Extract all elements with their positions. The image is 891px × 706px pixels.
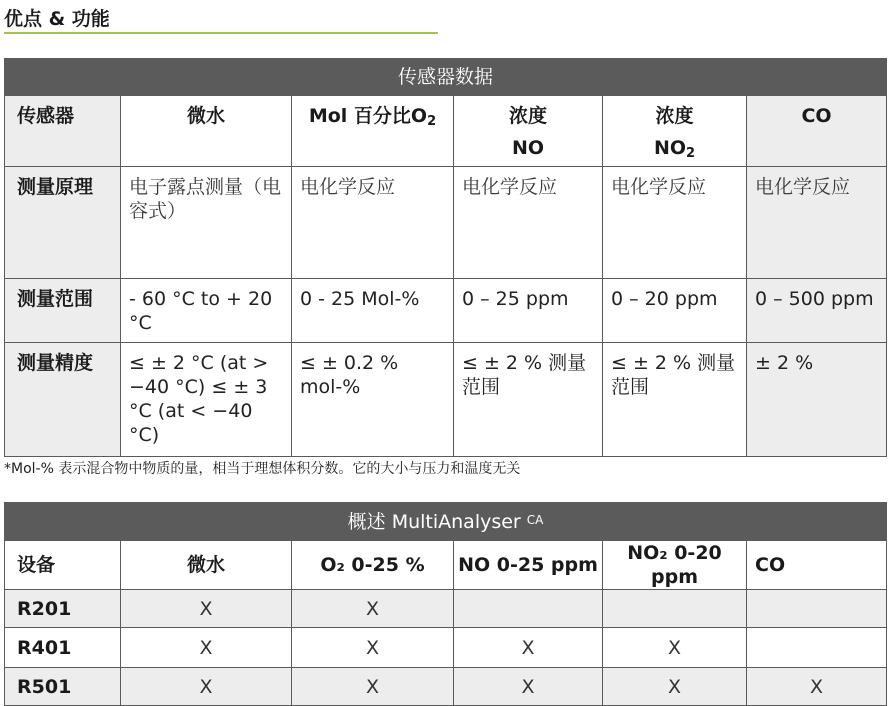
r501-co-mark: X (747, 668, 887, 706)
mol-percent-footnote: *Mol-% 表示混合物中物质的量，相当于理想体积分数。它的大小与压力和温度无关 (4, 461, 521, 477)
principle-h2o: 电子露点测量（电容式） (121, 167, 292, 279)
principle-no: 电化学反应 (454, 167, 603, 279)
row-label-range: 测量范围 (5, 279, 121, 343)
range-o2: 0 - 25 Mol-% (292, 279, 454, 343)
overview-table-band: 概述 MultiAnalyser $^{CA}$ (5, 503, 887, 541)
sensor-col-no2: 浓度 $NO_2$ (603, 96, 747, 167)
r201-no-mark (454, 590, 603, 628)
r401-h2o-mark: X (121, 628, 292, 668)
r501-h2o-mark: X (121, 668, 292, 706)
principle-o2: 电化学反应 (292, 167, 454, 279)
accuracy-o2: ≤ ± 0.2 % mol-% (292, 343, 454, 457)
r401-no2-mark: X (603, 628, 747, 668)
r401-co-mark (747, 628, 887, 668)
overview-header-label: 设备 (5, 541, 121, 590)
sensor-data-table (4, 58, 887, 457)
r201-o2-mark: X (292, 590, 454, 628)
principle-co: 电化学反应 (747, 167, 887, 279)
range-co: 0 – 500 ppm (747, 279, 887, 343)
sensor-col-co: CO (747, 96, 887, 167)
sensor-header-label: 传感器 (5, 96, 121, 167)
r401-o2-mark: X (292, 628, 454, 668)
principle-no2: 电化学反应 (603, 167, 747, 279)
overview-col-no2: NO₂ 0-20 ppm (603, 541, 747, 590)
overview-col-o2: O₂ 0-25 % (292, 541, 454, 590)
r401-no-mark: X (454, 628, 603, 668)
range-h2o: - 60 °C to + 20 °C (121, 279, 292, 343)
accuracy-co: ± 2 % (747, 343, 887, 457)
r501-no-mark: X (454, 668, 603, 706)
sensor-col-o2: Mol 百分比$O_2$ (292, 96, 454, 167)
device-r501: R501 (5, 668, 121, 706)
overview-col-h2o: 微水 (121, 541, 292, 590)
device-r201: R201 (5, 590, 121, 628)
r201-h2o-mark: X (121, 590, 292, 628)
row-label-principle: 测量原理 (5, 167, 121, 279)
title-underline (4, 32, 438, 34)
sensor-table-band: 传感器数据 (5, 59, 887, 96)
row-label-accuracy: 测量精度 (5, 343, 121, 457)
overview-col-co: CO (747, 541, 887, 590)
accuracy-no2: ≤ ± 2 % 测量范围 (603, 343, 747, 457)
overview-table (4, 502, 887, 706)
range-no: 0 – 25 ppm (454, 279, 603, 343)
device-r401: R401 (5, 628, 121, 668)
r201-co-mark (747, 590, 887, 628)
page-title: 优点 & 功能 (4, 8, 110, 30)
accuracy-h2o: ≤ ± 2 °C (at > −40 °C) ≤ ± 3 °C (at < −40 °C) (121, 343, 292, 457)
r201-no2-mark (603, 590, 747, 628)
sensor-col-h2o: 微水 (121, 96, 292, 167)
overview-col-no: NO 0-25 ppm (454, 541, 603, 590)
r501-o2-mark: X (292, 668, 454, 706)
range-no2: 0 – 20 ppm (603, 279, 747, 343)
sensor-col-no: 浓度 NO (454, 96, 603, 167)
r501-no2-mark: X (603, 668, 747, 706)
accuracy-no: ≤ ± 2 % 测量范围 (454, 343, 603, 457)
